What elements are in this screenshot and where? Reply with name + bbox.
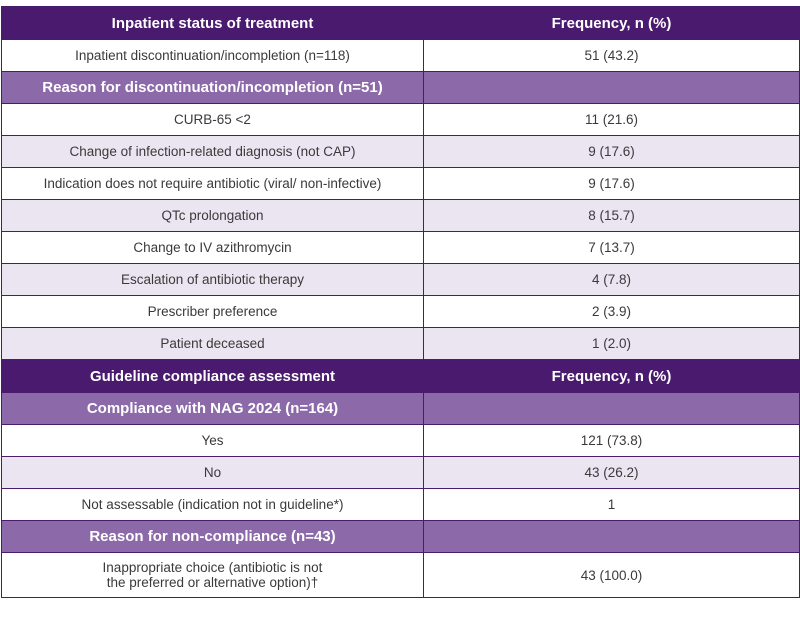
row-value: 51 (43.2) <box>424 40 800 72</box>
row-label <box>2 553 424 598</box>
row-label: QTc prolongation <box>2 200 424 232</box>
table-row <box>2 553 800 598</box>
subheader-compliance-nag: Compliance with NAG 2024 (n=164) <box>2 393 424 425</box>
row-value: 121 (73.8) <box>424 425 800 457</box>
table-row <box>2 168 800 200</box>
row-value: 2 (3.9) <box>424 296 800 328</box>
subheader-empty-cell <box>424 72 800 104</box>
row-value: 9 (17.6) <box>424 168 800 200</box>
row-label: Not assessable (indication not in guideline*) <box>2 489 424 521</box>
row-label: No <box>2 457 424 489</box>
row-label: Change to IV azithromycin <box>2 232 424 264</box>
row-value: 1 (2.0) <box>424 328 800 360</box>
subheader-empty-cell <box>424 393 800 425</box>
row-value: 9 (17.6) <box>424 136 800 168</box>
row-label: CURB-65 <2 <box>2 104 424 136</box>
row-value: 43 (26.2) <box>424 457 800 489</box>
row-label: Change of infection-related diagnosis (not CAP) <box>2 136 424 168</box>
column-header-frequency: Frequency, n (%) <box>424 7 800 40</box>
row-value: 8 (15.7) <box>424 200 800 232</box>
table-row <box>2 264 800 296</box>
table-row <box>2 296 800 328</box>
row-label: Escalation of antibiotic therapy <box>2 264 424 296</box>
row-label: Patient deceased <box>2 328 424 360</box>
subheader-noncompliance: Reason for non-compliance (n=43) <box>2 521 424 553</box>
row-value: 4 (7.8) <box>424 264 800 296</box>
table-header-row <box>2 360 800 393</box>
table-row <box>2 104 800 136</box>
table-row <box>2 40 800 72</box>
column-header-frequency: Frequency, n (%) <box>424 360 800 393</box>
table-row <box>2 425 800 457</box>
row-label: Prescriber preference <box>2 296 424 328</box>
row-label: Inpatient discontinuation/incompletion (n=118) <box>2 40 424 72</box>
column-header-status: Inpatient status of treatment <box>2 7 424 40</box>
subheader-empty-cell <box>424 521 800 553</box>
table-row <box>2 489 800 521</box>
table-header-row <box>2 7 800 40</box>
table-row <box>2 232 800 264</box>
row-label-line-1: Inappropriate choice (antibiotic is not <box>102 560 323 575</box>
subheader-row <box>2 521 800 553</box>
row-label-line-2: the preferred or alternative option)† <box>106 575 319 590</box>
row-label: Indication does not require antibiotic (viral/ non-infective) <box>2 168 424 200</box>
table-row <box>2 136 800 168</box>
row-value: 11 (21.6) <box>424 104 800 136</box>
subheader-row <box>2 393 800 425</box>
subheader-row <box>2 72 800 104</box>
results-table <box>1 6 800 598</box>
table-row <box>2 457 800 489</box>
column-header-compliance: Guideline compliance assessment <box>2 360 424 393</box>
row-label: Yes <box>2 425 424 457</box>
table-row <box>2 328 800 360</box>
row-value: 43 (100.0) <box>424 553 800 598</box>
row-value: 1 <box>424 489 800 521</box>
table-row <box>2 200 800 232</box>
subheader-reason-discontinuation: Reason for discontinuation/incompletion (n=51) <box>2 72 424 104</box>
row-value: 7 (13.7) <box>424 232 800 264</box>
